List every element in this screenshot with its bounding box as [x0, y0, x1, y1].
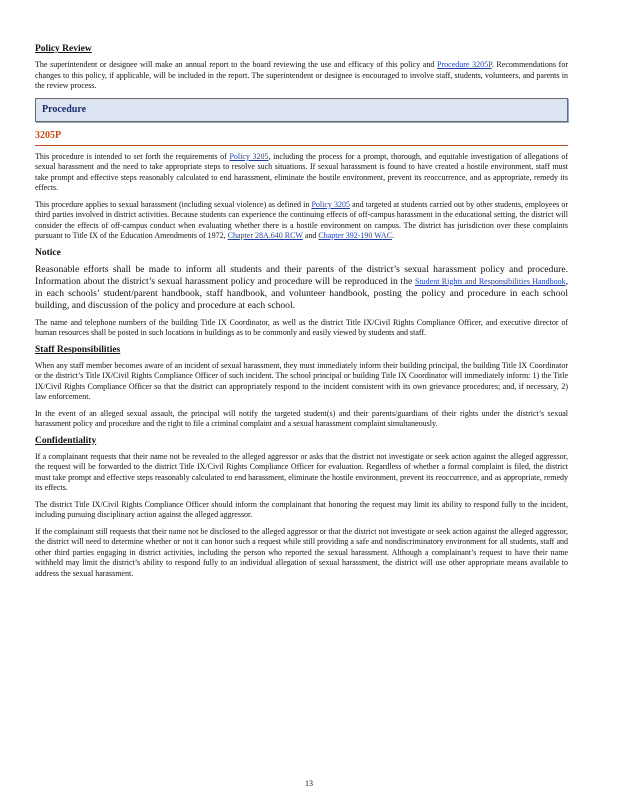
confidentiality-paragraph-2: The district Title IX/Civil Rights Compliance Officer should inform the complainant that honoring the request may limit its ability to respond fully to the incident, including pursuing disciplinary action against the alleged aggressor.: [35, 499, 568, 519]
notice-paragraph-1: [35, 264, 568, 312]
confidentiality-paragraph-1: If a complainant requests that their name not be revealed to the alleged aggressor or asks that the district not investigate or seek action against the alleged aggressor, the request will be forwarded to the district Title IX/Civil Rights Compliance Officer for evaluation. Regardless of whether a formal complaint is filed, the district must take prompt and effective steps reasonably calculated to end harassment, eliminate the hostile environment, prevent its reoccurrence, and as appropriate, remedy its effects.: [35, 451, 568, 492]
notice-heading: Notice: [35, 247, 61, 258]
document-page: [35, 44, 568, 585]
text-run: and: [302, 231, 319, 240]
confidentiality-paragraph-3: If the complainant still requests that their name not be disclosed to the alleged aggressor or that the district not investigate or seek action against the alleged aggressor, the district will need to determine whether or not it can honor such a request while still providing a safe and nondiscriminatory environment for all students, staff and other third parties engaging in district activities, including the person who reported the sexual harassment. Although a complainant’s request to have their name withheld may limit the district’s ability to respond fully to an individual allegation of sexual harassment, the district will use other appropriate means available to address the sexual harassment.: [35, 526, 568, 578]
text-run: The superintendent or designee will make an annual report to the board reviewing the use and efficacy of this policy and: [35, 60, 438, 69]
policy-review-heading: Policy Review: [35, 44, 92, 54]
policy-review-paragraph: [35, 60, 568, 92]
notice-paragraph-2: The name and telephone numbers of the building Title IX Coordinator, as well as the district Title IX/Civil Rights Compliance Officer, and executive director of human resources shall be posted in such locations in buildings as to be commonly and easily viewed by students and staff.: [35, 317, 568, 337]
wac-link[interactable]: Chapter 392-190 WAC: [318, 231, 393, 240]
policy-3205-link[interactable]: Policy 3205: [229, 151, 269, 161]
text-run: This procedure applies to sexual harassment (including sexual violence) as defined in: [35, 199, 312, 209]
procedure-3205p-link[interactable]: Procedure 3205P: [437, 60, 492, 69]
intro-paragraph-2: [35, 200, 568, 242]
page-number: 13: [305, 779, 313, 788]
text-run: , including the process for a prompt, thorough, and equitable investigation of allegations of sexual harassment and the need to take appropriate steps to resolve such situations. If sexual harassment is found to have created a hostile environment, staff must take prompt and effective steps reasonably calculated to end harassment, eliminate the hostile environment, prevent its reoccurrence, and as appropriate, remedy its effects.: [35, 151, 568, 192]
procedure-banner: [35, 98, 568, 122]
text-run: and targeted at students carried out by other students, employees or third parties involved in district activities. Because students can experience the continuing effects of off-campus harassment in the educational setting, the district will consider the effects of off-campus conduct when evaluating whether there is a hostile environment on campus. The district has jurisdiction over these complaints pursuant to Title IX of the Education Amendments of 1972,: [35, 199, 569, 240]
staff-paragraph-2: In the event of an alleged sexual assault, the principal will notify the targeted student(s) and their parents/guardians of their rights under the district’s sexual harassment policy and procedure and the right to file a criminal complaint and a sexual harassment complaint simultaneously.: [35, 408, 568, 428]
text-run: , in each schools’ student/parent handbook, staff handbook, and volunteer handbook, posting the policy and procedure in each school building, and discussion of the policy and procedure at each school.: [35, 275, 568, 311]
text-run: This procedure is intended to set forth the requirements of: [35, 151, 230, 161]
confidentiality-heading: Confidentiality: [35, 435, 97, 446]
text-run: .: [392, 231, 395, 240]
intro-paragraph-1: [35, 152, 568, 194]
procedure-number: 3205P: [35, 130, 568, 146]
handbook-link[interactable]: Student Rights and Responsibilities Handbook: [415, 276, 566, 286]
procedure-banner-label: Procedure: [42, 104, 87, 115]
staff-heading: Staff Responsibilities: [35, 344, 121, 355]
policy-3205-link-2[interactable]: Policy 3205: [311, 199, 350, 209]
rcw-link[interactable]: Chapter 28A.640 RCW: [227, 231, 303, 240]
text-run: . Recommendations for changes to this policy, if applicable, will be included in the report. The superintendent or designee is encouraged to involve staff, students, volunteers, and parents in the review process.: [35, 60, 568, 90]
staff-paragraph-1: When any staff member becomes aware of an incident of sexual harassment, they must immediately inform their building principal, the building Title IX Coordinator or the district’s Title IX/Civil Rights Compliance Officer of such incident. The school principal or building Title IX Coordinator will immediately inform: 1) the Title IX/Civil Rights Compliance Officer so that the district can appropriately respond to the incident consistent with its own grievance procedures; and, if necessary, 2) law enforcement.: [35, 360, 568, 401]
text-run: Reasonable efforts shall be made to inform all students and their parents of the district’s sexual harassment policy and procedure. Information about the district’s sexual harassment policy and procedure will be reproduced in the: [35, 263, 568, 287]
